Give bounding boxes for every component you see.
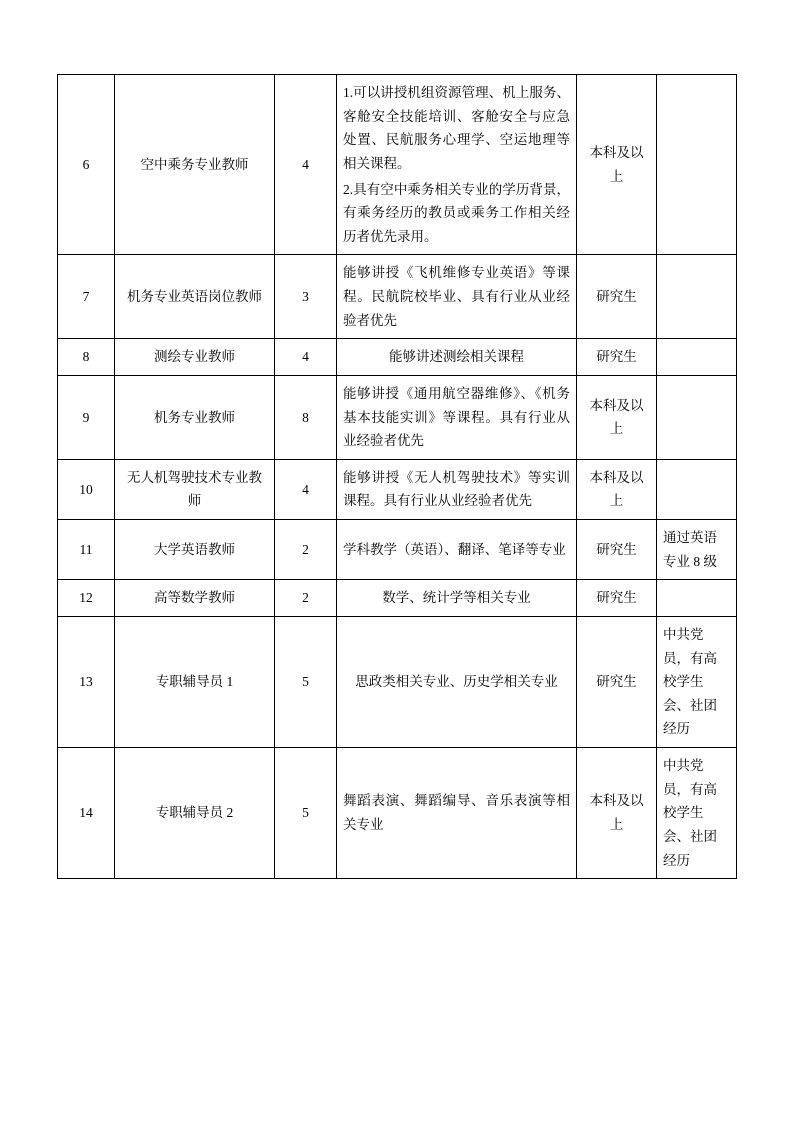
cell-serial-number: 8 bbox=[58, 339, 115, 376]
table-row bbox=[58, 255, 737, 339]
cell-requirements bbox=[337, 616, 577, 747]
cell-headcount: 8 bbox=[275, 375, 337, 459]
cell-headcount: 3 bbox=[275, 255, 337, 339]
requirement-paragraph: 能够讲授《通用航空器维修》、《机务基本技能实训》等课程。具有行业从业经验者优先 bbox=[343, 385, 570, 449]
cell-headcount: 4 bbox=[275, 75, 337, 255]
table-row bbox=[58, 616, 737, 747]
cell-post-name: 机务专业英语岗位教师 bbox=[115, 255, 275, 339]
cell-serial-number: 14 bbox=[58, 748, 115, 879]
cell-post-name: 机务专业教师 bbox=[115, 375, 275, 459]
requirement-paragraph: 能够讲述测绘相关课程 bbox=[389, 349, 524, 365]
cell-headcount: 4 bbox=[275, 339, 337, 376]
table-body bbox=[58, 75, 737, 879]
cell-requirements bbox=[337, 75, 577, 255]
cell-serial-number: 12 bbox=[58, 580, 115, 617]
cell-headcount: 2 bbox=[275, 580, 337, 617]
recruitment-positions-table bbox=[57, 74, 737, 879]
cell-headcount: 5 bbox=[275, 616, 337, 747]
cell-education: 本科及以上 bbox=[577, 459, 657, 519]
requirement-paragraph: 能够讲授《飞机维修专业英语》等课程。民航院校毕业、具有行业从业经验者优先 bbox=[343, 265, 570, 328]
cell-requirements bbox=[337, 748, 577, 879]
cell-post-name: 空中乘务专业教师 bbox=[115, 75, 275, 255]
table-row bbox=[58, 580, 737, 617]
cell-education: 研究生 bbox=[577, 339, 657, 376]
cell-education: 研究生 bbox=[577, 616, 657, 747]
cell-other-requirements bbox=[657, 580, 737, 617]
cell-requirements bbox=[337, 580, 577, 617]
requirement-paragraph: 1.可以讲授机组资源管理、机上服务、客舱安全技能培训、客舱安全与应急处置、民航服务心理学、空运地理等相关课程。 bbox=[343, 85, 570, 171]
cell-education: 研究生 bbox=[577, 255, 657, 339]
cell-education: 本科及以上 bbox=[577, 748, 657, 879]
cell-serial-number: 11 bbox=[58, 520, 115, 580]
cell-education: 本科及以上 bbox=[577, 75, 657, 255]
cell-other-requirements: 通过英语专业 8 级 bbox=[657, 520, 737, 580]
cell-serial-number: 6 bbox=[58, 75, 115, 255]
requirement-paragraph: 能够讲授《无人机驾驶技术》等实训课程。具有行业从业经验者优先 bbox=[343, 469, 570, 509]
cell-headcount: 5 bbox=[275, 748, 337, 879]
cell-requirements bbox=[337, 339, 577, 376]
cell-other-requirements bbox=[657, 75, 737, 255]
table-row bbox=[58, 459, 737, 519]
cell-education: 本科及以上 bbox=[577, 375, 657, 459]
table-row bbox=[58, 375, 737, 459]
cell-other-requirements: 中共党员，有高校学生会、社团经历 bbox=[657, 616, 737, 747]
cell-requirements bbox=[337, 459, 577, 519]
requirement-paragraph: 思政类相关专业、历史学相关专业 bbox=[355, 674, 558, 690]
requirement-paragraph: 学科教学（英语）、翻译、笔译等专业 bbox=[343, 541, 566, 557]
cell-headcount: 2 bbox=[275, 520, 337, 580]
cell-other-requirements bbox=[657, 375, 737, 459]
cell-other-requirements: 中共党员，有高校学生会、社团经历 bbox=[657, 748, 737, 879]
cell-post-name: 专职辅导员 2 bbox=[115, 748, 275, 879]
table-row bbox=[58, 75, 737, 255]
cell-post-name: 高等数学教师 bbox=[115, 580, 275, 617]
cell-serial-number: 10 bbox=[58, 459, 115, 519]
cell-education: 研究生 bbox=[577, 580, 657, 617]
table-row bbox=[58, 339, 737, 376]
table-row bbox=[58, 748, 737, 879]
cell-requirements bbox=[337, 375, 577, 459]
requirement-paragraph: 舞蹈表演、舞蹈编导、音乐表演等相关专业 bbox=[343, 793, 570, 833]
cell-requirements bbox=[337, 255, 577, 339]
cell-post-name: 大学英语教师 bbox=[115, 520, 275, 580]
requirement-paragraph: 数学、统计学等相关专业 bbox=[382, 590, 531, 606]
cell-education: 研究生 bbox=[577, 520, 657, 580]
cell-serial-number: 9 bbox=[58, 375, 115, 459]
cell-other-requirements bbox=[657, 459, 737, 519]
cell-other-requirements bbox=[657, 255, 737, 339]
cell-post-name: 专职辅导员 1 bbox=[115, 616, 275, 747]
cell-serial-number: 7 bbox=[58, 255, 115, 339]
cell-headcount: 4 bbox=[275, 459, 337, 519]
cell-requirements bbox=[337, 520, 577, 580]
requirement-paragraph: 2.具有空中乘务相关专业的学历背景，有乘务经历的教员或乘务工作相关经历者优先录用。 bbox=[343, 181, 570, 244]
table-row bbox=[58, 520, 737, 580]
cell-post-name: 无人机驾驶技术专业教师 bbox=[115, 459, 275, 519]
cell-other-requirements bbox=[657, 339, 737, 376]
cell-post-name: 测绘专业教师 bbox=[115, 339, 275, 376]
cell-serial-number: 13 bbox=[58, 616, 115, 747]
